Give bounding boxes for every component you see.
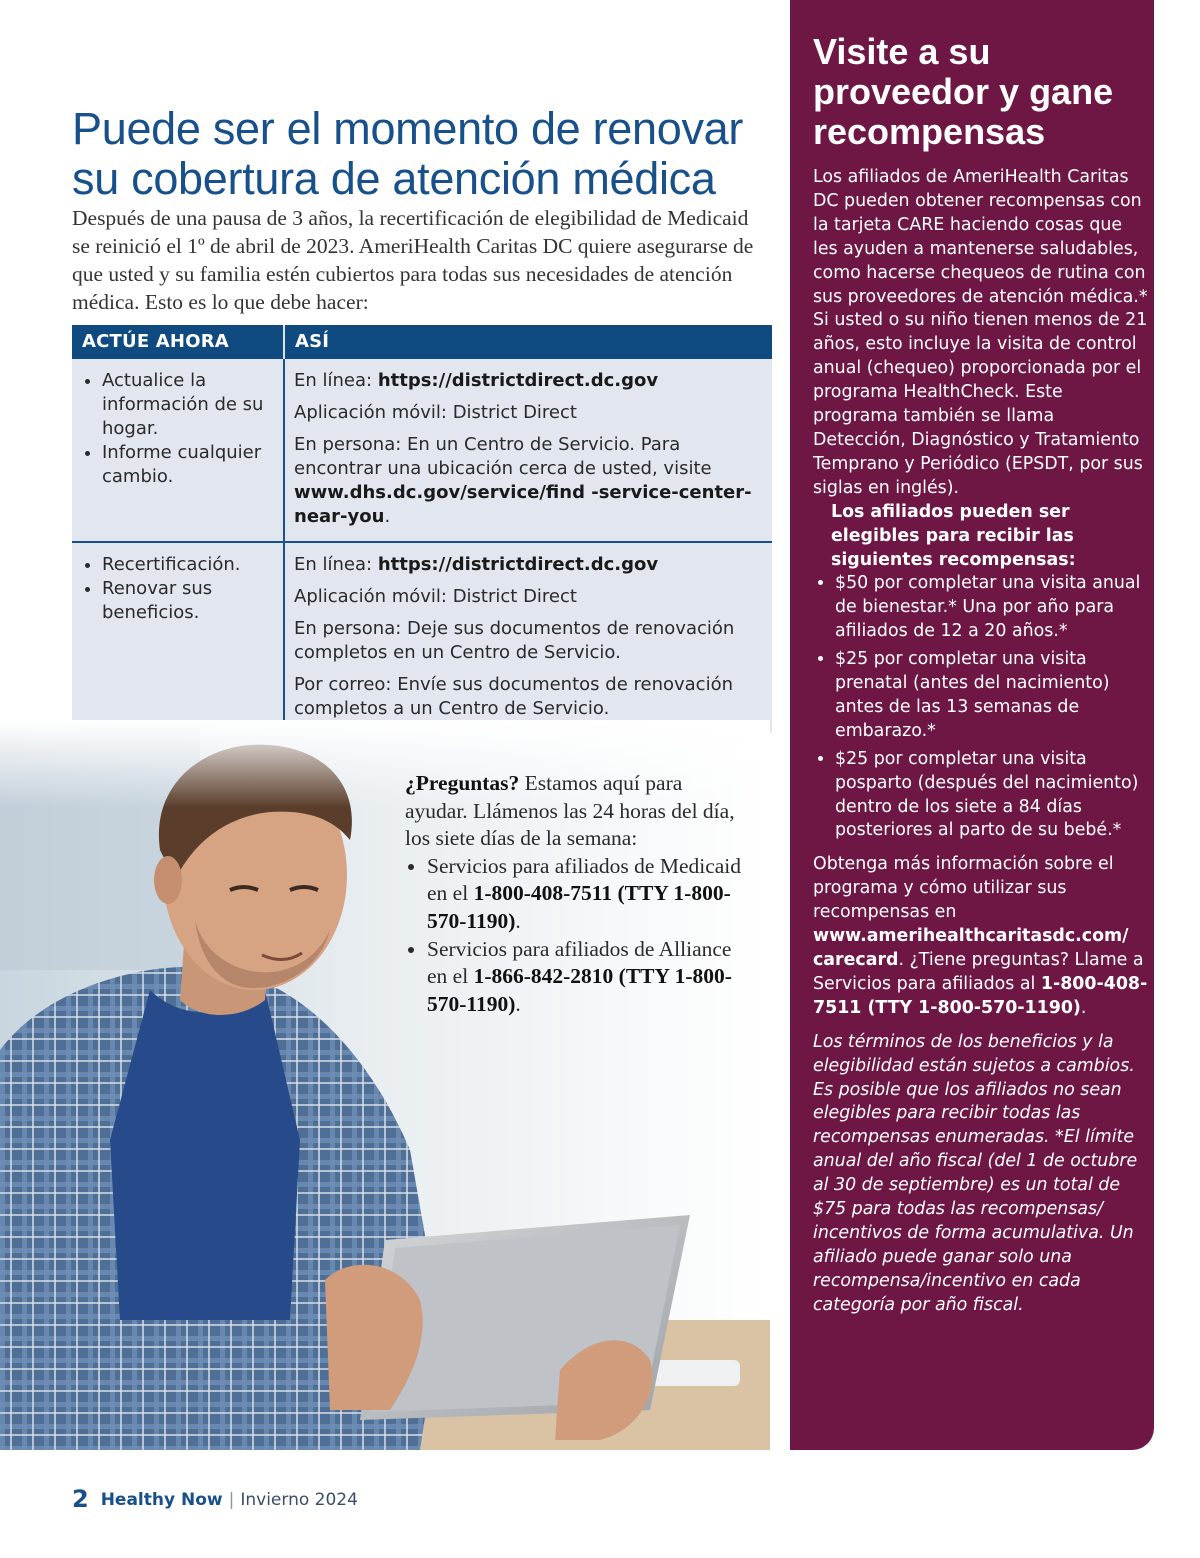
rewards-list	[813, 572, 1148, 843]
questions-text: Estamos aquí para ayudar. Llámenos las 24 horas del día, los siete días de la semana:	[405, 771, 735, 851]
rewards-sidebar	[790, 0, 1154, 1450]
app-line: Aplicación móvil: District Direct	[294, 402, 577, 423]
more-info-text: . ¿Tiene preguntas? Llame a Servicios para afiliados al	[813, 950, 1144, 994]
how-cell	[284, 542, 772, 733]
list-item: • $25 por completar una visita posparto (después del nacimiento) dentro de los siete a 84 días posteriores al parto de su bebé.*	[835, 748, 1148, 844]
sidebar-body	[813, 166, 1148, 1318]
more-info	[813, 853, 1148, 1020]
questions-intro	[405, 770, 750, 853]
online-line	[294, 553, 764, 577]
mail-line: Por correo: Envíe sus documentos de renovación completos a un Centro de Servicio.	[294, 674, 733, 719]
carecard-link[interactable]: www.amerihealthcaritasdc.com/ carecard	[813, 926, 1129, 970]
online-line	[294, 369, 764, 393]
issue-season: Invierno 2024	[240, 1490, 358, 1510]
list-item	[427, 853, 750, 936]
list-item: • Actualice la información de su hogar.	[102, 369, 275, 441]
online-link[interactable]: https://districtdirect.dc.gov	[377, 554, 659, 575]
period: .	[515, 991, 521, 1016]
article-intro: Después de una pausa de 3 años, la recertificación de elegibilidad de Medicaid se reinició el 1º de abril de 2023. AmeriHealth Caritas DC quiere asegurarse de que usted y su familia estén cubiertos para todas sus necesidades de atención médica. Esto es lo que debe hacer:	[72, 206, 754, 314]
service-center-link[interactable]: www.dhs.dc.gov/service/find -service-center-near-you	[294, 482, 752, 527]
header-how: ASÍ	[284, 325, 772, 359]
actions-cell	[72, 542, 284, 733]
table-row	[72, 542, 772, 733]
list-item: • Informe cualquier cambio.	[102, 441, 275, 489]
in-person-line	[294, 433, 764, 529]
page-number: 2	[72, 1485, 89, 1513]
service-label: Servicios para afiliados de Medicaid en el	[427, 853, 742, 906]
period: .	[515, 908, 521, 933]
sidebar-paragraph: Los afiliados de AmeriHealth Caritas DC pueden obtener recompensas con la tarjeta CARE haciendo cosas que les ayuden a mantenerse saludables, como hacerse chequeos de rutina con sus proveedores de atención médica.* Si usted o su niño tienen menos de 21 años, esto incluye la visita de control anual (chequeo) proporcionada por el programa HealthCheck. Este programa también se llama Detección, Diagnóstico y Tratamiento Temprano y Periódico (EPSDT, por sus siglas en inglés).	[813, 167, 1148, 498]
sidebar-title: Visite a su proveedor y gane recompensas	[813, 31, 1114, 152]
in-person-line: En persona: Deje sus documentos de renovación completos en un Centro de Servicio.	[294, 618, 735, 663]
eligible-heading	[813, 501, 1148, 573]
online-label: En línea:	[294, 370, 378, 391]
list-item	[427, 936, 750, 1019]
page-footer	[72, 1485, 358, 1513]
table-header-row	[72, 325, 772, 359]
how-cell	[284, 359, 772, 542]
online-label: En línea:	[294, 554, 378, 575]
phone-number[interactable]: 1-866-842-2810 (TTY 1-800-570-1190)	[427, 964, 732, 1016]
table-row	[72, 359, 772, 542]
renewal-table	[72, 325, 772, 733]
service-label: Servicios para afiliados de Alliance en el	[427, 936, 732, 989]
more-info-text: Obtenga más información sobre el programa y cómo utilizar sus recompensas en	[813, 854, 1114, 923]
phone-number[interactable]: 1-800-408-7511 (TTY 1-800-570-1190)	[427, 881, 731, 933]
period: .	[1080, 997, 1087, 1018]
online-link[interactable]: https://districtdirect.dc.gov	[377, 370, 659, 391]
list-item: • $25 por completar una visita prenatal (antes del nacimiento) antes de las 13 semanas de embarazo.*	[835, 648, 1148, 744]
footer-separator: |	[228, 1490, 235, 1510]
article-title: Puede ser el momento de renovar su cobertura de atención médica	[72, 103, 744, 204]
period: .	[384, 506, 391, 527]
questions-box	[405, 770, 750, 1018]
questions-lead: ¿Preguntas?	[405, 771, 520, 795]
in-person-text: En persona: En un Centro de Servicio. Para encontrar una ubicación cerca de usted, visite	[294, 434, 712, 479]
list-item: • Recertificación.	[102, 553, 275, 577]
list-item: • Renovar sus beneficios.	[102, 577, 275, 625]
eligible-text: Los afiliados pueden ser elegibles para recibir las siguientes recompensas:	[831, 501, 1076, 570]
publication-name: Healthy Now	[100, 1490, 223, 1510]
list-item: • $50 por completar una visita anual de bienestar.* Una por año para afiliados de 12 a 20 años.*	[835, 572, 1148, 644]
app-line: Aplicación móvil: District Direct	[294, 586, 577, 607]
disclaimer: Los términos de los beneficios y la elegibilidad están sujetos a cambios. Es posible que los afiliados no sean elegibles para recibir todas las recompensas enumeradas. *El límite anual del año fiscal (del 1 de octubre al 30 de septiembre) es un total de $75 para todas las recompensas/ incentivos de forma acumulativa. Un afiliado puede ganar solo una recompensa/incentivo en cada categoría por año fiscal.	[813, 1031, 1138, 1315]
phone-number[interactable]: 1-800-408-7511 (TTY 1-800-570-1190)	[813, 973, 1148, 1018]
actions-cell	[72, 359, 284, 542]
header-act-now: ACTÚE AHORA	[72, 325, 284, 359]
